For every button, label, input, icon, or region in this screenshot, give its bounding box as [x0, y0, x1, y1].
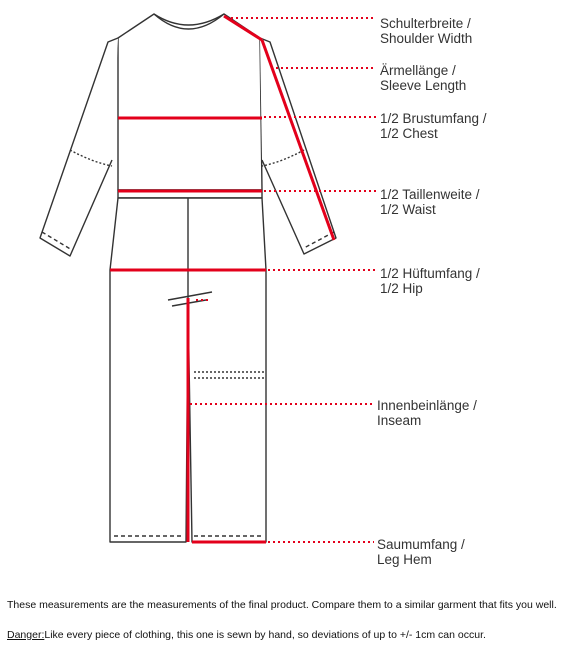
label-waist: 1/2 Taillenweite / 1/2 Waist	[380, 187, 480, 217]
label-leg-hem: Saumumfang / Leg Hem	[377, 537, 465, 567]
label-inseam: Innenbeinlänge / Inseam	[377, 398, 477, 428]
danger-label: Danger:	[7, 629, 45, 641]
danger-text: Like every piece of clothing, this one is sewn by hand, so deviations of up to +/- 1cm can occur.	[44, 629, 486, 641]
measurement-note: These measurements are the measurements of the final product. Compare them to a similar garment that fits you well.	[7, 599, 557, 611]
label-hip: 1/2 Hüftumfang / 1/2 Hip	[380, 266, 480, 296]
label-sleeve-length: Ärmellänge / Sleeve Length	[380, 63, 467, 93]
label-shoulder-width: Schulterbreite / Shoulder Width	[380, 16, 473, 46]
danger-note	[7, 629, 486, 641]
label-chest: 1/2 Brustumfang / 1/2 Chest	[380, 111, 487, 141]
